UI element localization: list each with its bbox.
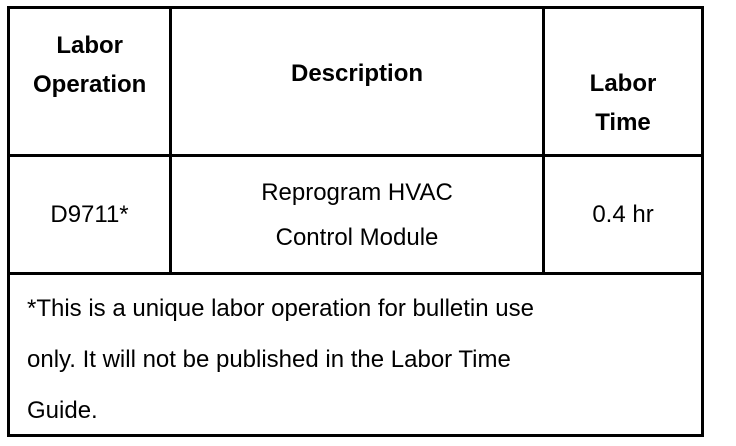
footnote-line-2: only. It will not be published in the Labor Time — [27, 346, 511, 373]
cell-description — [172, 157, 542, 272]
header-labor-operation — [10, 9, 169, 154]
header-labor-time — [545, 9, 701, 154]
cell-labor-operation — [10, 157, 169, 272]
labor-time-value: 0.4 hr — [592, 201, 654, 228]
footnote-line-1: *This is a unique labor operation for bulletin use — [27, 295, 534, 322]
footnote — [27, 283, 667, 436]
header-description — [172, 9, 542, 154]
labor-operation-value: D9711* — [50, 201, 129, 228]
header-description-label: Description — [290, 60, 424, 87]
cell-labor-time — [545, 157, 701, 272]
description-value: Reprogram HVAC Control Module — [261, 178, 453, 251]
footnote-divider — [10, 272, 701, 275]
labor-operation-table — [7, 6, 704, 437]
header-labor-time-label: Labor Time — [589, 70, 657, 136]
footnote-line-3: Guide. — [27, 397, 98, 424]
header-labor-operation-label: Labor Operation — [33, 32, 147, 98]
